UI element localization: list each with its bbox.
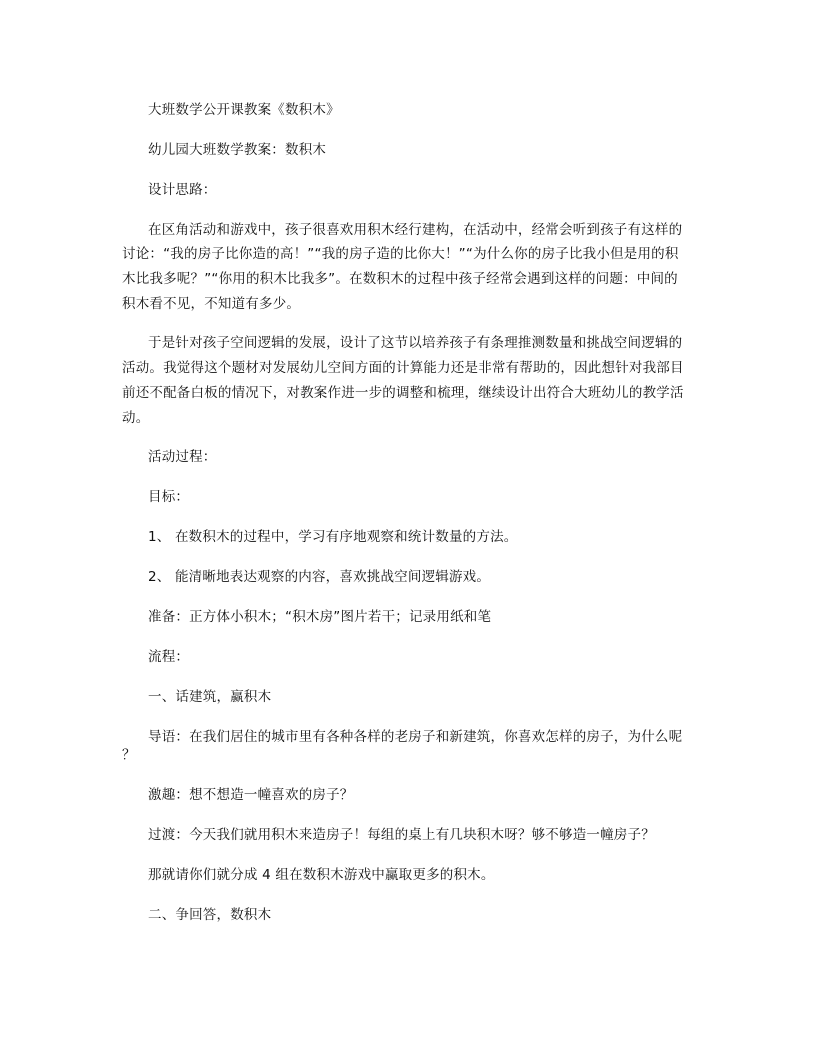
transition-line: 过渡：今天我们就用积木来造房子！每组的桌上有几块积木呀？够不够造一幢房子？	[148, 827, 655, 843]
paragraph-line: 于是针对孩子空间逻辑的发展，设计了这节以培养孩子有条理推测数量和挑战空间逻辑的	[148, 335, 683, 351]
section-heading: 二、争回答，数积木	[148, 907, 272, 923]
intro-line: 导语：在我们居住的城市里有各种各样的老房子和新建筑，你喜欢怎样的房子，为什么呢	[148, 729, 683, 745]
paragraph-line: 在区角活动和游戏中，孩子很喜欢用积木经行建构，在活动中，经常会听到孩子有这样的	[148, 222, 683, 238]
section-heading: 一、话建筑，赢积木	[148, 689, 272, 705]
paragraph-line: 前还不配备白板的情况下，对教案作进一步的调整和梳理，继续设计出符合大班幼儿的教学活	[122, 385, 684, 401]
flow-heading: 流程：	[148, 649, 190, 665]
group-line: 那就请你们就分成 4 组在数积木游戏中赢取更多的积木。	[148, 867, 495, 883]
paragraph-line: 动。	[122, 410, 150, 426]
stimulate-line: 激趣：想不想造一幢喜欢的房子？	[148, 787, 354, 803]
document-subtitle: 幼儿园大班数学教案：数积木	[148, 142, 327, 158]
goal-item: 1、 在数积木的过程中，学习有序地观察和统计数量的方法。	[148, 529, 518, 545]
document-title: 大班数学公开课教案《数积木》	[148, 102, 340, 118]
process-heading: 活动过程：	[148, 449, 217, 465]
preparation: 准备：正方体小积木；“积木房”图片若干；记录用纸和笔	[148, 609, 492, 625]
paragraph-line: 活动。我觉得这个题材对发展幼儿空间方面的计算能力还是非常有帮助的，因此想针对我部目	[122, 360, 684, 376]
paragraph-line: 讨论：“我的房子比你造的高！”“我的房子造的比你大！”“为什么你的房子比我小但是用的积	[122, 246, 679, 262]
design-heading: 设计思路：	[148, 182, 217, 198]
paragraph-line: 木比我多呢？”“你用的积木比我多”。在数积木的过程中孩子经常会遇到这样的问题：中间的	[122, 271, 678, 287]
goal-heading: 目标：	[148, 489, 190, 505]
paragraph-line: 积木看不见，不知道有多少。	[122, 296, 301, 312]
goal-item: 2、 能清晰地表达观察的内容，喜欢挑战空间逻辑游戏。	[148, 569, 491, 585]
intro-line: ？	[122, 747, 136, 763]
